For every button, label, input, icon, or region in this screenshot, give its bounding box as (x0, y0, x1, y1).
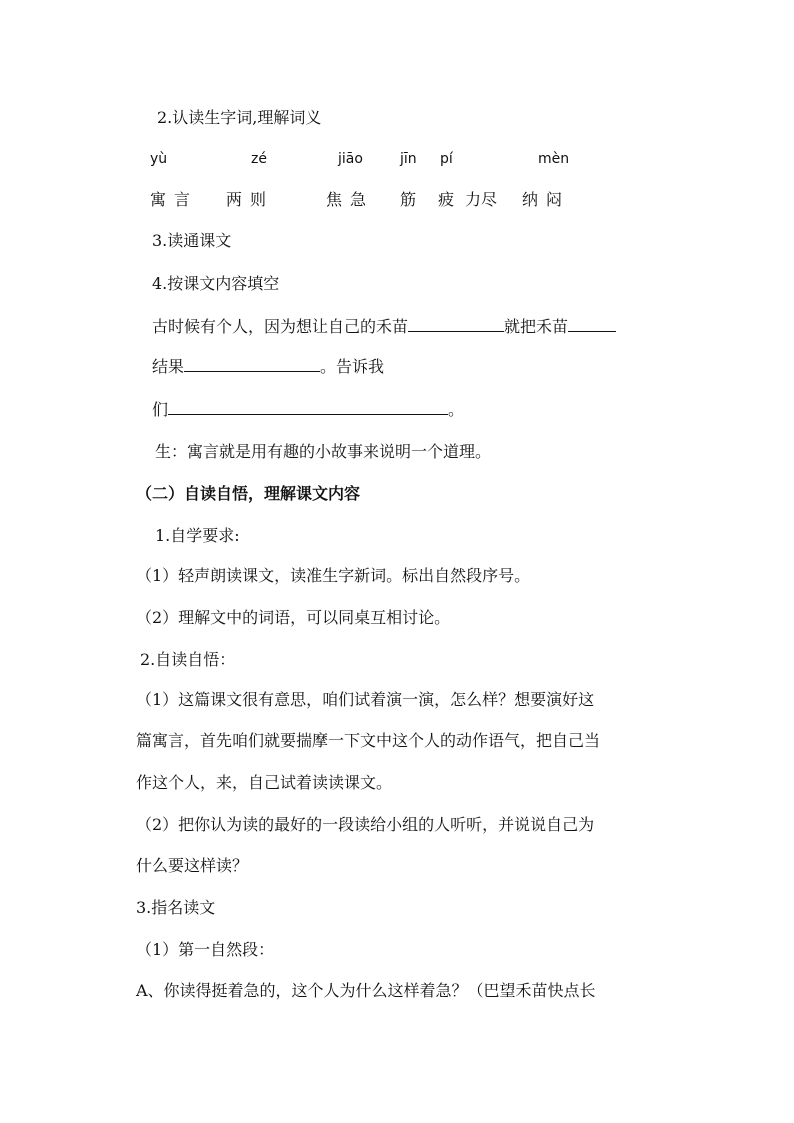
pinyin-jiao: jiāo (338, 151, 363, 167)
pinyin-jin: jīn (400, 151, 417, 167)
fill-text-1a: 古时候有个人，因为想让自己的禾苗 (152, 317, 409, 336)
fill-text-3b: 。 (448, 400, 465, 419)
step3-heading: 3.读通课文 (152, 231, 232, 250)
blank-4[interactable] (168, 400, 448, 415)
self-read-p2-line2: 什么要这样读？ (136, 856, 249, 875)
part2-title: （二）自读自悟，理解课文内容 (136, 484, 361, 503)
named-read-sub: （1）第一自然段： (136, 940, 275, 959)
pinyin-yu: yù (150, 151, 168, 167)
self-read-p1-line2: 篇寓言，首先咱们就要揣摩一下文中这个人的动作语气，把自己当 (136, 731, 601, 750)
self-read-p1-line1: （1）这篇课文很有意思，咱们试着演一演，怎么样？想要演好这 (136, 690, 595, 709)
fill-line-3 (152, 400, 464, 420)
blank-2[interactable] (568, 317, 616, 332)
blank-1[interactable] (408, 317, 504, 332)
pinyin-ze: zé (251, 151, 267, 167)
fill-line-2 (152, 357, 384, 377)
self-study-item-1: （1）轻声朗读课文，读准生字新词。标出自然段序号。 (136, 566, 531, 585)
self-study-item-2: （2）理解文中的词语，可以同桌互相讨论。 (136, 608, 451, 627)
fill-line-1 (152, 317, 616, 337)
self-read-p2-line1: （2）把你认为读的最好的一段读给小组的人听听，并说说自己为 (136, 815, 595, 834)
word-namen: 纳闷 (522, 190, 571, 209)
fill-text-2b: 。告诉我 (320, 357, 385, 376)
blank-3[interactable] (184, 357, 320, 372)
self-read-heading: 2.自读自悟： (140, 650, 236, 669)
self-study-heading: 1.自学要求: (155, 526, 240, 545)
word-jiaoji: 焦急 (326, 190, 375, 209)
named-read-heading: 3.指名读文 (136, 898, 216, 917)
pinyin-pi: pí (440, 151, 453, 167)
fill-text-3a: 们 (152, 400, 169, 419)
pinyin-men: mèn (538, 151, 570, 167)
word-pi: 疲 (438, 190, 455, 209)
word-liangze: 两则 (226, 190, 275, 209)
word-yuyan: 寓言 (150, 190, 199, 209)
word-jin: 筋 (400, 190, 417, 209)
word-lijin: 力尽 (465, 190, 498, 209)
student-answer: 生：寓言就是用有趣的小故事来说明一个道理。 (155, 442, 492, 461)
vocab-heading: 2.认读生字词,理解词义 (157, 108, 322, 127)
step4-heading: 4.按课文内容填空 (152, 274, 280, 293)
fill-text-1b: 就把禾苗 (504, 317, 569, 336)
self-read-p1-line3: 作这个人，来，自己试着读读课文。 (136, 773, 393, 792)
fill-text-2a: 结果 (152, 357, 185, 376)
named-read-qa: A、你读得挺着急的，这个人为什么这样着急？（巴望禾苗快点长 (136, 981, 596, 1000)
